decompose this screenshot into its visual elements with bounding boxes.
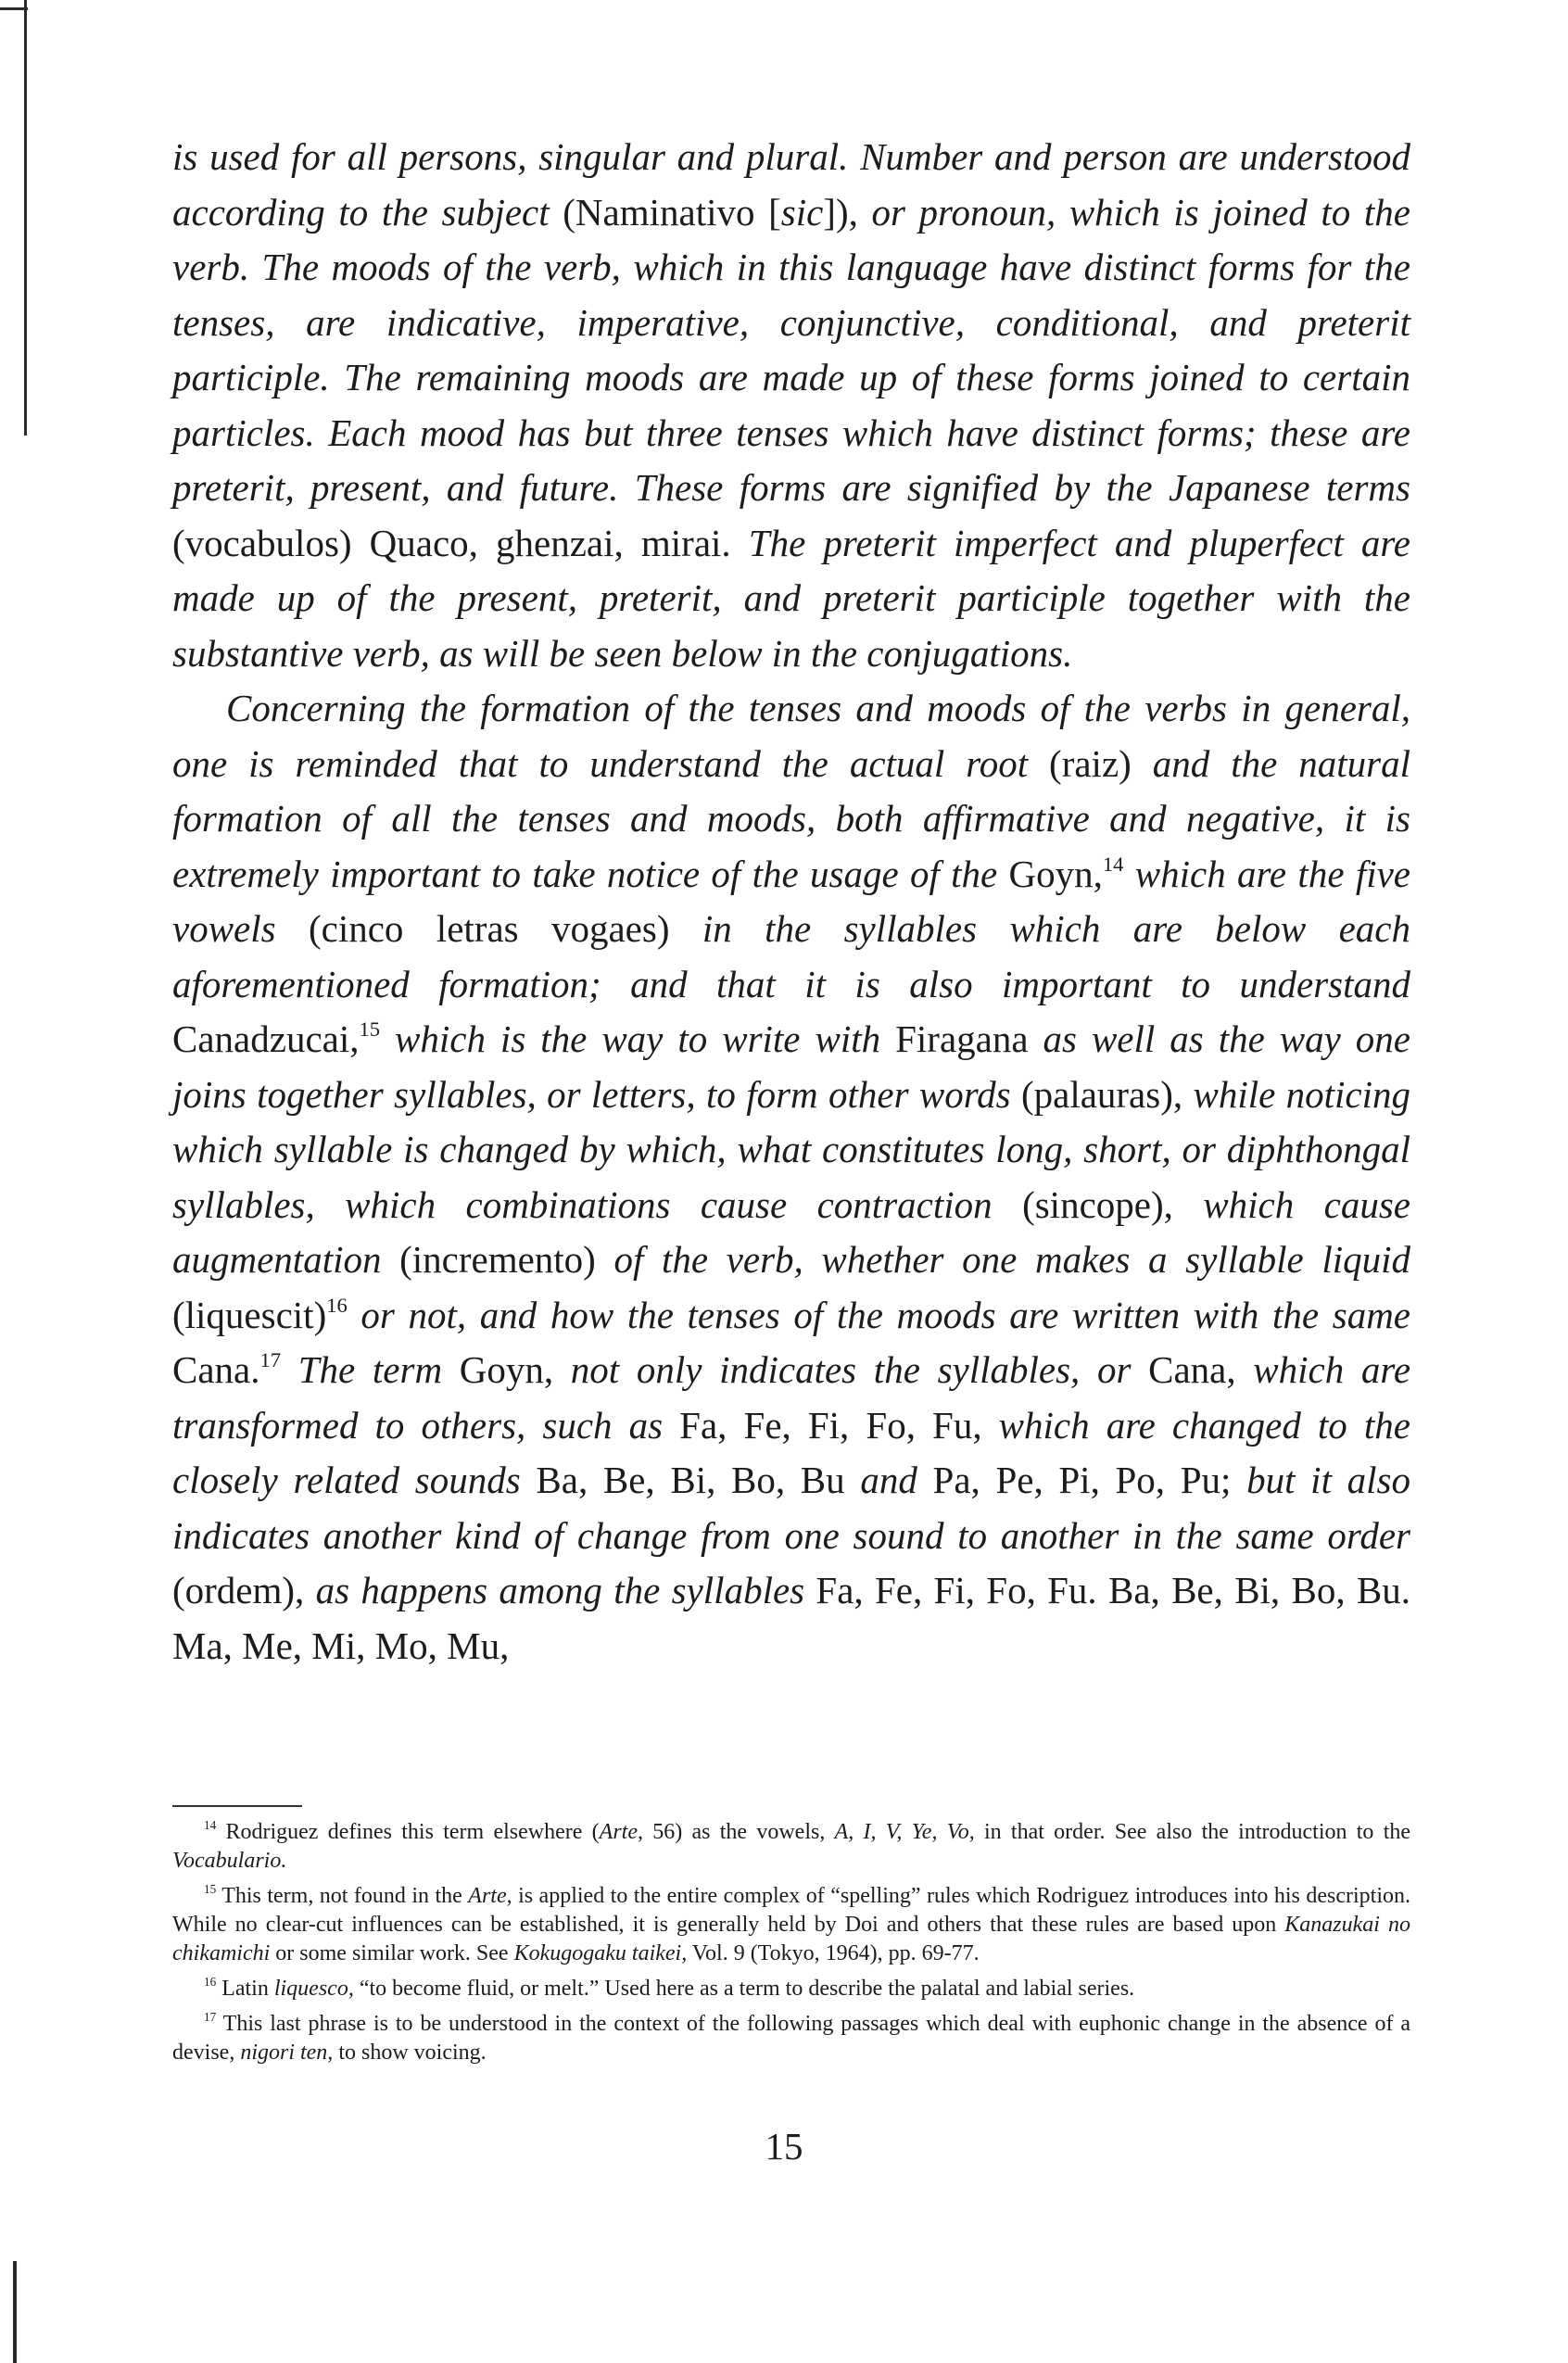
text-run: to show voicing. bbox=[333, 2041, 487, 2065]
italic-run: sic bbox=[780, 190, 824, 234]
italic-run: or not, and how the tenses of the moods are written with the same bbox=[347, 1293, 1410, 1336]
italic-run: which cause augmentation bbox=[172, 1182, 1410, 1281]
footnote-separator bbox=[172, 1805, 302, 1807]
footnote bbox=[172, 1882, 1410, 1968]
italic-run: Arte, bbox=[468, 1884, 512, 1908]
italic-run: which are changed to the closely related sounds bbox=[172, 1403, 1410, 1501]
footnote-ref: 14 bbox=[1102, 852, 1124, 876]
italic-run: Arte, bbox=[599, 1820, 643, 1844]
body-paragraph bbox=[172, 681, 1410, 1674]
text-run: (liquescit) bbox=[172, 1293, 327, 1336]
text-run: Vol. 9 (Tokyo, 1964), pp. 69-77. bbox=[687, 1941, 980, 1965]
italic-run: and bbox=[860, 1459, 933, 1501]
text-run: Firagana bbox=[895, 1017, 1043, 1060]
text-run: (incremento) bbox=[399, 1238, 614, 1281]
footnote-ref: 17 bbox=[259, 1348, 282, 1372]
text-run: This last phrase is to be understood in the context of the following passages which deal with euphonic change in the absence of a devise, bbox=[172, 2012, 1410, 2065]
text-run: ]), bbox=[823, 190, 872, 234]
italic-run: A, I, V, Ye, Vo, bbox=[834, 1820, 975, 1844]
footnote-ref: 16 bbox=[204, 1975, 217, 1990]
text-run: Cana, bbox=[1148, 1348, 1254, 1391]
text-run: (raiz) bbox=[1049, 741, 1153, 785]
footnote-ref: 15 bbox=[359, 1017, 381, 1042]
italic-run: The preterit imperfect and pluperfect are made up of the present, preterit, and preterit participle together with the substantive verb, as will be seen below in the conjugations. bbox=[172, 521, 1410, 675]
text-run: Fa, Fe, Fi, Fo, Fu. Ba, Be, Bi, Bo, Bu. Ma, Me, Mi, Mo, Mu, bbox=[172, 1569, 1410, 1667]
italic-run: liquesco, bbox=[273, 1977, 354, 2001]
footnote-ref: 14 bbox=[204, 1818, 217, 1833]
italic-run: Vocabulario. bbox=[172, 1849, 287, 1873]
left-edge-rule-bottom bbox=[13, 2261, 17, 2363]
italic-run: as happens among the syllables bbox=[315, 1569, 816, 1611]
footnote-ref: 15 bbox=[204, 1882, 217, 1897]
italic-run: while noticing which syllable is changed by which, what constitutes long, short, or diphthongal syllables, which combinations cause contraction bbox=[172, 1072, 1411, 1226]
text-run: Canadzucai, bbox=[172, 1017, 360, 1060]
text-run: is applied to the entire complex of “spelling” rules which Rodriguez introduces into his description. While no clear-cut influences can be established, it is generally held by Doi and others that these rules are based upon bbox=[172, 1884, 1410, 1937]
italic-run: which are transformed to others, such as bbox=[172, 1348, 1411, 1447]
footnote-ref: 16 bbox=[326, 1293, 348, 1317]
italic-run: nigori ten, bbox=[240, 2041, 334, 2065]
italic-run: is used for all persons, singular and plural. Number and person are understood according to the subject bbox=[172, 135, 1410, 234]
text-run: 56) as the vowels, bbox=[642, 1820, 835, 1844]
body-paragraph bbox=[172, 130, 1410, 681]
italic-run: but it also indicates another kind of change from one sound to another in the same order bbox=[172, 1459, 1410, 1557]
footnote bbox=[172, 1975, 1410, 2003]
text-run: Fa, Fe, Fi, Fo, Fu, bbox=[679, 1403, 999, 1447]
text-run: (vocabulos) Quaco, ghenzai, mirai. bbox=[172, 521, 749, 564]
italic-run: or pronoun, which is joined to the verb. The moods of the verb, which in this language have distinct forms for the tenses, are indicative, imperative, conjunctive, conditional, and preterit participle. The remaining moods are made up of these forms joined to certain particles. Each mood has but three tenses which have distinct forms; these are preterit, present, and future. These forms are signified by the Japanese terms bbox=[172, 190, 1410, 509]
text-run: Rodriguez defines this term elsewhere ( bbox=[216, 1820, 600, 1844]
footnote bbox=[172, 1818, 1410, 1876]
footnotes bbox=[172, 1818, 1410, 2074]
text-run: in that order. See also the introduction to the bbox=[974, 1820, 1411, 1844]
italic-run: not only indicates the syllables, or bbox=[570, 1348, 1149, 1391]
footnote-ref: 17 bbox=[204, 2010, 217, 2025]
italic-run: Kokugogaku taikei, bbox=[513, 1941, 688, 1965]
text-run: or some similar work. See bbox=[270, 1941, 514, 1965]
italic-run: which are the five vowels bbox=[172, 852, 1410, 950]
text-run: Cana. bbox=[172, 1348, 260, 1391]
italic-run: as well as the way one joins together syllables, or letters, to form other words bbox=[172, 1017, 1410, 1116]
text-run: (ordem), bbox=[172, 1569, 316, 1611]
text-run: (cinco letras vogaes) bbox=[308, 907, 702, 950]
footnote bbox=[172, 2010, 1410, 2067]
body-text bbox=[172, 130, 1410, 1674]
italic-run: in the syllables which are below each aforementioned formation; and that it is also important to understand bbox=[172, 907, 1411, 1005]
text-run: Pa, Pe, Pi, Po, Pu; bbox=[932, 1459, 1247, 1501]
text-run: Goyn, bbox=[1008, 852, 1103, 895]
italic-run: and the natural formation of all the tenses and moods, both affirmative and negative, it is extremely important to take notice of the usage of the bbox=[172, 741, 1410, 895]
text-run: This term, not found in the bbox=[216, 1884, 469, 1908]
text-run: (Naminativo [ bbox=[563, 190, 781, 234]
text-run: Goyn, bbox=[459, 1348, 571, 1391]
text-run: “to become fluid, or melt.” Used here as a term to describe the palatal and labial series. bbox=[353, 1977, 1135, 2001]
italic-run: of the verb, whether one makes a syllable liquid bbox=[613, 1238, 1410, 1281]
text-run: (sincope), bbox=[1022, 1182, 1204, 1226]
left-edge-rule-top-cap bbox=[0, 7, 28, 10]
italic-run: Kanazukai no chikamichi bbox=[172, 1913, 1410, 1965]
italic-run: The term bbox=[281, 1348, 460, 1391]
italic-run: Concerning the formation of the tenses and moods of the verbs in general, one is reminded that to understand the actual root bbox=[172, 687, 1410, 785]
left-edge-rule-top bbox=[24, 0, 27, 436]
text-run: Latin bbox=[216, 1977, 274, 2001]
page-number: 15 bbox=[765, 2125, 803, 2167]
italic-run: which is the way to write with bbox=[380, 1017, 896, 1060]
text-run: (palauras), bbox=[1020, 1072, 1194, 1116]
text-run: Ba, Be, Bi, Bo, Bu bbox=[536, 1459, 861, 1501]
